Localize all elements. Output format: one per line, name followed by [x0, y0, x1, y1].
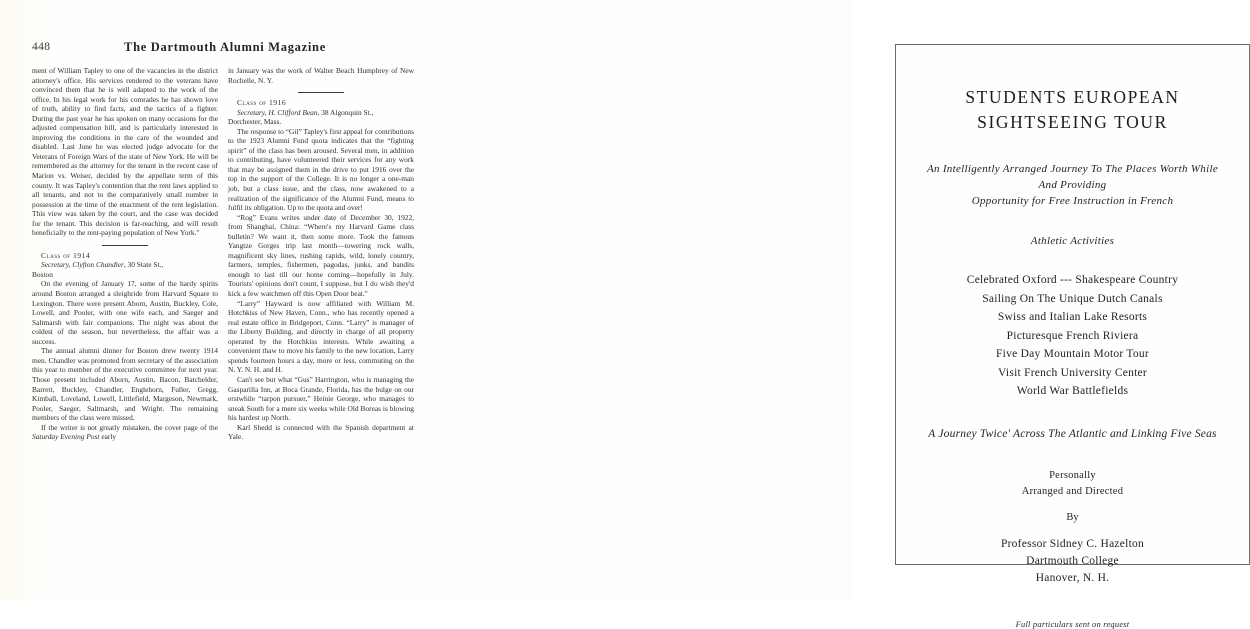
right-advertisement-page [432, 0, 1219, 629]
secretary-city: Boston [32, 269, 53, 279]
paragraph: ment of William Tapley to one of the vacancies in the district attorney's office. His services rendered to the veterans have convinced them that he is well adapted to the work of the office. In his legal work for his comrades he has shown love of truth, ability to find facts, and the tactics of a fighter. During the past year he has spoken on many occasions for the adjusted compensation bill, and is particularly interested in improving the conditions in the care of the wounded and disabled. Last June he was elected judge advocate for the Veterans of Foreign Wars of the state of New York. He will be remembered as the attorney for the tenant in the recent case of Marion vs. Weiser, decided by the appellate term of this county. It was Tapley's contention that the rent laws applied to all tenants, and not to the comparatively small number in possession at the time of the enactment of the rent legislation. This view was taken by the court, and the case was decided for the tenant. This decision is far-reaching, and will result beneficially to the rent-paying population of New York." [32, 66, 218, 238]
paragraph-text-a: If the writer is not greatly mistaken, the cover page of the [41, 422, 218, 432]
paragraph: “Larry” Hayward is now affiliated with William M. Hotchkiss of New Haven, Conn., who has recently opened a real estate office in Bridgeport, Conn. “Larry” is manager of the Liberty Building, and directly in charge of all property operated by the Hotchkiss interests. While awaiting a convenient thaw to move his family to the new location, Larry spends fourteen hours a day, more or less, commuting on the N. Y. N. H. and H. [228, 298, 414, 375]
section-divider-rule [298, 92, 344, 93]
paragraph: Karl Shedd is connected with the Spanish department at Yale. [228, 422, 414, 442]
paragraph: The response to “Gil” Tapley's first appeal for contributions to the 1923 Alumni Fund quota indicates that the “fighting spirit” of the class has been aroused. Several men, in addition to contributing, have volunteered their services for any work that may be assigned them in the drive to put 1916 over the top in the support of the College. It is no longer a one-man job, but a class issue, and the class, now awakened to a realization of the significance of the Alumni Fund, means to fulfil its obligation. Up to the quota and over! [228, 126, 414, 213]
ad-credit-line-2: Arranged and Directed [1021, 485, 1124, 497]
ad-section-heading: Athletic Activities [1030, 235, 1115, 247]
list-item: Five Day Mountain Motor Tour [996, 348, 1149, 360]
ad-title-line-2: SIGHTSEEING TOUR [977, 112, 1168, 132]
secretary-name: Secretary, H. Clifford Bean [237, 107, 318, 117]
ad-by-label: By [1066, 511, 1079, 523]
ad-contact-location: Hanover, N. H. [1035, 571, 1110, 584]
magazine-title: The Dartmouth Alumni Magazine [124, 40, 326, 54]
advertisement-frame [895, 44, 1250, 629]
paragraph: On the evening of January 17, some of the hardy spirits around Boston arranged a sleighride from Harvard Square to Lexington. There were present Aborn, Austin, Buckley, Cole, Lowell, and Pooler, with one wife each, and Saeger and Saltmarsh with fair companions. The night was about the coldest of the season, but nevertheless, the affair was a success. [32, 279, 218, 346]
ad-credit-line-1: Personally [1049, 469, 1096, 481]
ad-title-line-1: STUDENTS EUROPEAN [965, 87, 1180, 107]
list-item: Celebrated Oxford --- Shakespeare Country [966, 274, 1179, 286]
ad-subtitle-line-3: Opportunity for Free Instruction in French [971, 195, 1174, 207]
ad-contact [918, 536, 1227, 587]
section-divider-rule [102, 245, 148, 246]
paragraph-text-b: early [99, 432, 117, 442]
ad-credit [918, 468, 1227, 500]
secretary-address: , 30 State St., [123, 260, 164, 270]
ad-subtitle-line-2: And Providing [1038, 179, 1107, 191]
ad-contact-name: Professor Sidney C. Hazelton [1000, 537, 1145, 550]
paragraph: in January was the work of Walter Beach Humphrey of New Rochelle, N. Y. [228, 66, 414, 85]
secretary-name: Secretary, Clyfton Chandler [41, 260, 124, 270]
ad-highlights-list [918, 271, 1227, 401]
class-secretary [32, 260, 218, 279]
paragraph: Can't see but what “Gus” Harrington, who is managing the Gasparilla Inn, at Boca Grande, Florida, has the bulge on our erstwhile “tarpon pursuer,” Heinie George, who manages to sneak South for a mere six weeks while Old Boreas is blowing his hardest up North. [228, 374, 414, 423]
publication-name: Saturday Evening Post [32, 432, 100, 442]
list-item: Picturesque French Riviera [1006, 329, 1139, 342]
paragraph [32, 423, 218, 442]
ad-footer-note: Full particulars sent on request [1015, 618, 1130, 629]
page-number: 448 [32, 41, 51, 53]
running-head [32, 41, 418, 57]
left-text-column [32, 66, 218, 442]
secretary-address: , 38 Algonquin St., [317, 107, 374, 117]
ad-tagline: A Journey Twice' Across The Atlantic and Linking Five Seas [928, 427, 1217, 440]
list-item: World War Battlefields [1016, 385, 1129, 397]
ad-title [918, 85, 1227, 135]
list-item: Sailing On The Unique Dutch Canals [982, 292, 1163, 305]
class-secretary [228, 108, 414, 127]
ad-contact-institution: Dartmouth College [1026, 554, 1119, 567]
list-item: Swiss and Italian Lake Resorts [997, 311, 1148, 323]
class-heading: Class of 1914 [41, 250, 91, 260]
ad-subtitle-line-1: An Intelligently Arranged Journey To The Places Worth While [926, 163, 1219, 175]
left-magazine-page [0, 0, 432, 600]
list-item: Visit French University Center [998, 366, 1147, 379]
right-text-column [228, 66, 414, 442]
ad-subtitle [918, 161, 1227, 209]
class-heading: Class of 1916 [237, 98, 287, 108]
paragraph: The annual alumni dinner for Boston drew twenty 1914 men. Chandler was promoted from secretary of the association this year to member of the executive committee for next year. Those present included Aborn, Austin, Bacon, Batchelder, Barrett, Buckley, Chandler, Englehorn, Fuller, Gregg, Kimball, Loveland, Lowell, Littlefield, Margeson, Newmark, Pooler, Saeger, Saltmarsh, and Wright. The remaining members of the class were missed. [32, 346, 218, 423]
secretary-city: Dorchester, Mass. [228, 117, 282, 127]
paragraph: “Rog” Evans writes under date of December 30, 1922, from Shanghai, China: “Where's my Harvard Game class bulletin? We want it, then some more. Took the famous Yangtze Gorges trip last month—towering rock walls, magnificent sky lines, rushing rapids, wild, lonely country, farmers, temples, fishermen, pagodas, junks, and bandits enough to last till our home coming—hopefully in July. Tourists' opinions don't count, I suppose, but I do wish they'd kick a few watchmen off this Open Door beat." [228, 212, 414, 299]
advertisement-content [896, 45, 1249, 629]
